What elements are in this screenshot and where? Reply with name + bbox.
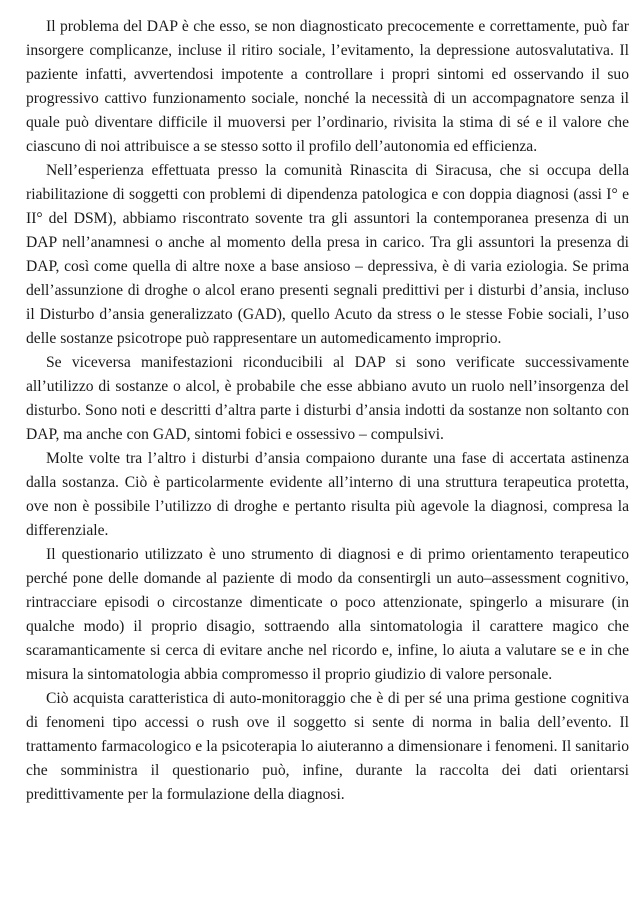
paragraph-dap-complications: Il problema del DAP è che esso, se non diagnosticato precocemente e correttamente, può far insorgere complicanze, incluse il ritiro sociale, l’evitamento, la depressione autosvalutativa. Il paziente infatti, avvertendosi impotente a controllare i propri sintomi ed osservando il suo progressivo cattivo funzionamento sociale, nonché la necessità di un accompagnatore senza il quale può diventare difficile il muoversi per l’ordinario, rivisita la stima di sé e il valore che ciascuno di noi attribuisce a se stesso sotto il profilo dell’autonomia ed efficienza. [26,18,629,155]
paragraph-abstinence: Molte volte tra l’altro i disturbi d’ansia compaiono durante una fase di accertata astinenza dalla sostanza. Ciò è particolarmente evidente all’interno di una struttura terapeutica protetta, ove non è possibile l’utilizzo di droghe e pertanto risulta più agevole la diagnosi, compresa la differenziale. [26,450,629,539]
paragraph-rinascita-experience: Nell’esperienza effettuata presso la comunità Rinascita di Siracusa, che si occupa della riabilitazione di soggetti con problemi di dipendenza patologica e con doppia diagnosi (assi I° e II° del DSM), abbiamo riscontrato sovente tra gli assuntori la contemporanea presenza di un DAP nell’anamnesi o anche al momento della presa in carico. Tra gli assuntori la presenza di DAP, così come quella di altre noxe a base ansioso – depressiva, è di varia eziologia. Se prima dell’assunzione di droghe o alcol erano presenti segnali predittivi per i disturbi d’ansia, incluso il Disturbo d’ansia generalizzato (GAD), quello Acuto da stress o le stesse Fobie sociali, l’uso delle sostanze psicotrope può rappresentare un automedicamento improprio. [26,162,629,347]
paragraph-self-monitoring: Ciò acquista caratteristica di auto-monitoraggio che è di per sé una prima gestione cognitiva di fenomeni tipo accessi o rush ove il soggetto si sente di norma in balia dell’evento. Il trattamento farmacologico e la psicoterapia lo aiuteranno a dimensionare i fenomeni. Il sanitario che somministra il questionario può, infine, durante la raccolta dei dati orientarsi predittivamente per la formulazione della diagnosi. [26,690,629,803]
paragraph-questionnaire: Il questionario utilizzato è uno strumento di diagnosi e di primo orientamento terapeutico perché pone delle domande al paziente di modo da consentirgli un auto–assessment cognitivo, rintracciare episodi o circostanze dimenticate o poco attenzionate, spingerlo a misurare (in qualche modo) il proprio disagio, sottraendo alla sintomatologia il carattere magico che scaramanticamente si cerca di evitare anche nel ricordo e, infine, lo aiuta a valutare se e in che misura la sintomatologia abbia compromesso il proprio giudizio di valore personale. [26,546,629,683]
paragraph-substance-onset: Se viceversa manifestazioni riconducibili al DAP si sono verificate successivamente all’utilizzo di sostanze o alcol, è probabile che esse abbiano avuto un ruolo nell’insorgenza del disturbo. Sono noti e descritti d’altra parte i disturbi d’ansia indotti da sostanze non soltanto con DAP, ma anche con GAD, sintomi fobici e ossessivo – compulsivi. [26,354,629,443]
